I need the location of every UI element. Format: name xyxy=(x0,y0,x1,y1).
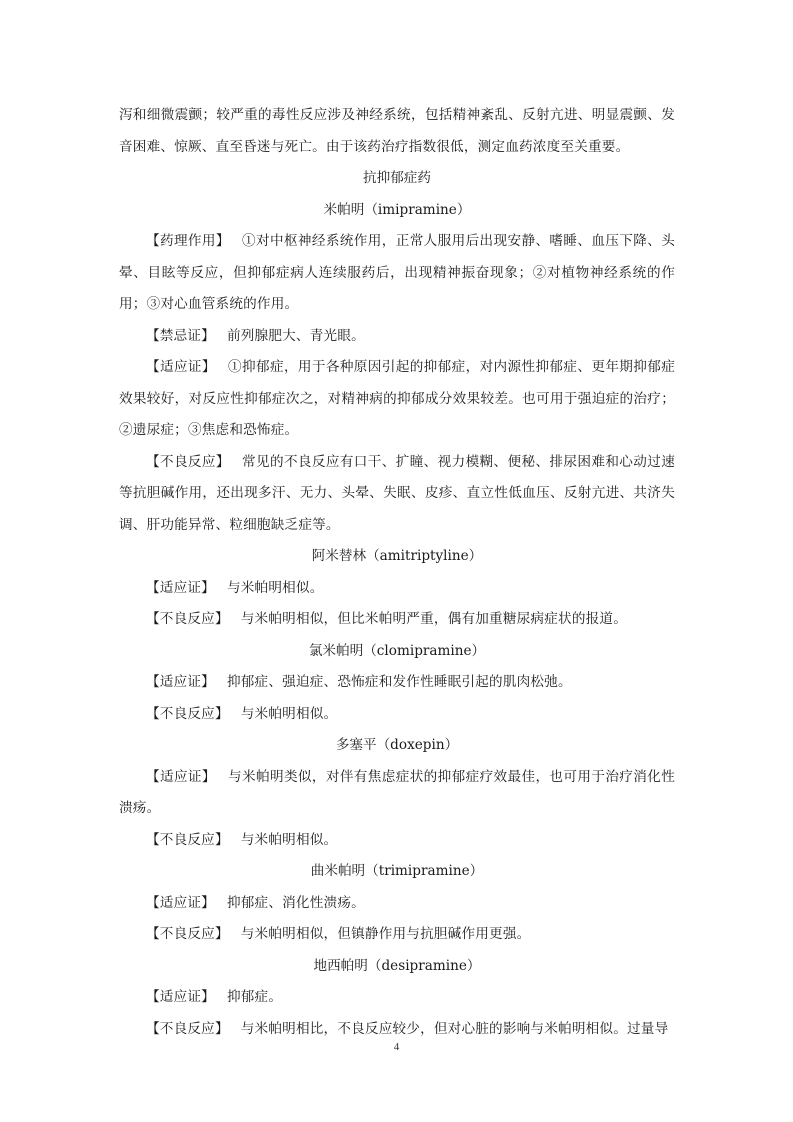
drug-entry-indications xyxy=(119,667,675,699)
page-number: 4 xyxy=(393,1041,400,1053)
drug-entry-indications xyxy=(119,762,675,825)
entry-label: 【不良反应】 xyxy=(146,926,229,942)
entry-label: 【禁忌证】 xyxy=(146,327,215,344)
entry-text: 抑郁症、消化性溃疡。 xyxy=(226,894,365,911)
entry-label: 【不良反应】 xyxy=(146,831,229,848)
drug-title: 地西帕明（desipramine） xyxy=(313,957,481,974)
drug-entry-adverse-reactions xyxy=(119,825,675,857)
entry-text: 与米帕明相似。 xyxy=(240,831,338,848)
entry-text: 与米帕明相似，但镇静作用与抗胆碱作用更强。 xyxy=(240,926,531,942)
entry-label: 【适应证】 xyxy=(146,894,215,911)
continuation-paragraph: 泻和细微震颤；较严重的毒性反应涉及神经系统，包括精神紊乱、反射亢进、明显震颤、发音困难、惊厥、直至昏迷与死亡。由于该药治疗指数很低，测定血药浓度至关重要。 xyxy=(119,107,675,155)
drug-entry-indications xyxy=(119,573,675,605)
drug-entry-indications xyxy=(119,888,675,920)
entry-text: ①抑郁症，用于各种原因引起的抑郁症，对内源性抑郁症、更年期抑郁症效果较好，对反应性抑郁症次之，对精神病的抑郁成分效果较差。也可用于强迫症的治疗；②遗尿症；③焦虑和恐怖症。 xyxy=(119,359,676,438)
entry-text: 前列腺肥大、青光眼。 xyxy=(226,327,365,344)
drug-entry-pharmacology xyxy=(119,226,675,321)
drug-title: 多塞平（doxepin） xyxy=(335,737,459,753)
entry-text: 常见的不良反应有口干、扩瞳、视力模糊、便秘、排尿困难和心动过速等抗胆碱作用，还出现多汗、无力、头晕、失眠、皮疹、直立性低血压、反射亢进、共济失调、肝功能异常、粒细胞缺乏症等。 xyxy=(119,453,675,533)
entry-label: 【不良反应】 xyxy=(146,1020,229,1037)
entry-text: 与米帕明相似。 xyxy=(226,579,324,596)
drug-entry-adverse-reactions xyxy=(119,919,675,951)
entry-text: 抑郁症、强迫症、恐怖症和发作性睡眠引起的肌肉松弛。 xyxy=(226,674,572,690)
drug-entry-adverse-reactions xyxy=(119,699,675,731)
entry-text: 与米帕明相似。 xyxy=(240,705,338,722)
entry-label: 【适应证】 xyxy=(146,579,215,596)
entry-label: 【药理作用】 xyxy=(146,233,230,249)
section-title: 抗抑郁症药 xyxy=(363,170,431,186)
entry-label: 【适应证】 xyxy=(146,989,215,1005)
entry-label: 【不良反应】 xyxy=(146,611,229,627)
document-page xyxy=(119,100,675,1045)
drug-title: 阿米替林（amitriptyline） xyxy=(311,548,483,564)
entry-label: 【适应证】 xyxy=(146,674,215,690)
entry-label: 【适应证】 xyxy=(146,359,216,375)
entry-text: 与米帕明相似，但比米帕明严重，偶有加重糖尿病症状的报道。 xyxy=(240,611,627,627)
drug-entry-adverse-reactions xyxy=(119,604,675,636)
entry-label: 【不良反应】 xyxy=(146,453,230,470)
drug-title: 米帕明（imipramine） xyxy=(323,201,471,218)
entry-text: ①对中枢神经系统作用，正常人服用后出现安静、嗜睡、血压下降、头晕、目眩等反应，但抑郁症病人连续服药后，出现精神振奋现象；②对植物神经系统的作用；③对心血管系统的作用。 xyxy=(119,233,675,312)
drug-entry-indications xyxy=(119,982,675,1014)
entry-label: 【适应证】 xyxy=(146,768,216,785)
drug-entry-contraindications xyxy=(119,321,675,353)
drug-entry-adverse-reactions xyxy=(119,447,675,542)
entry-text: 抑郁症。 xyxy=(226,989,283,1005)
drug-title: 氯米帕明（clomipramine） xyxy=(308,642,486,659)
drug-entry-indications xyxy=(119,352,675,447)
entry-label: 【不良反应】 xyxy=(146,705,229,722)
drug-title: 曲米帕明（trimipramine） xyxy=(310,863,484,879)
entry-text: 与米帕明相比，不良反应较少，但对心脏的影响与米帕明相似。过量导 xyxy=(240,1020,669,1037)
entry-text: 与米帕明类似，对伴有焦虑症状的抑郁症疗效最佳，也可用于治疗消化性溃疡。 xyxy=(119,768,676,816)
